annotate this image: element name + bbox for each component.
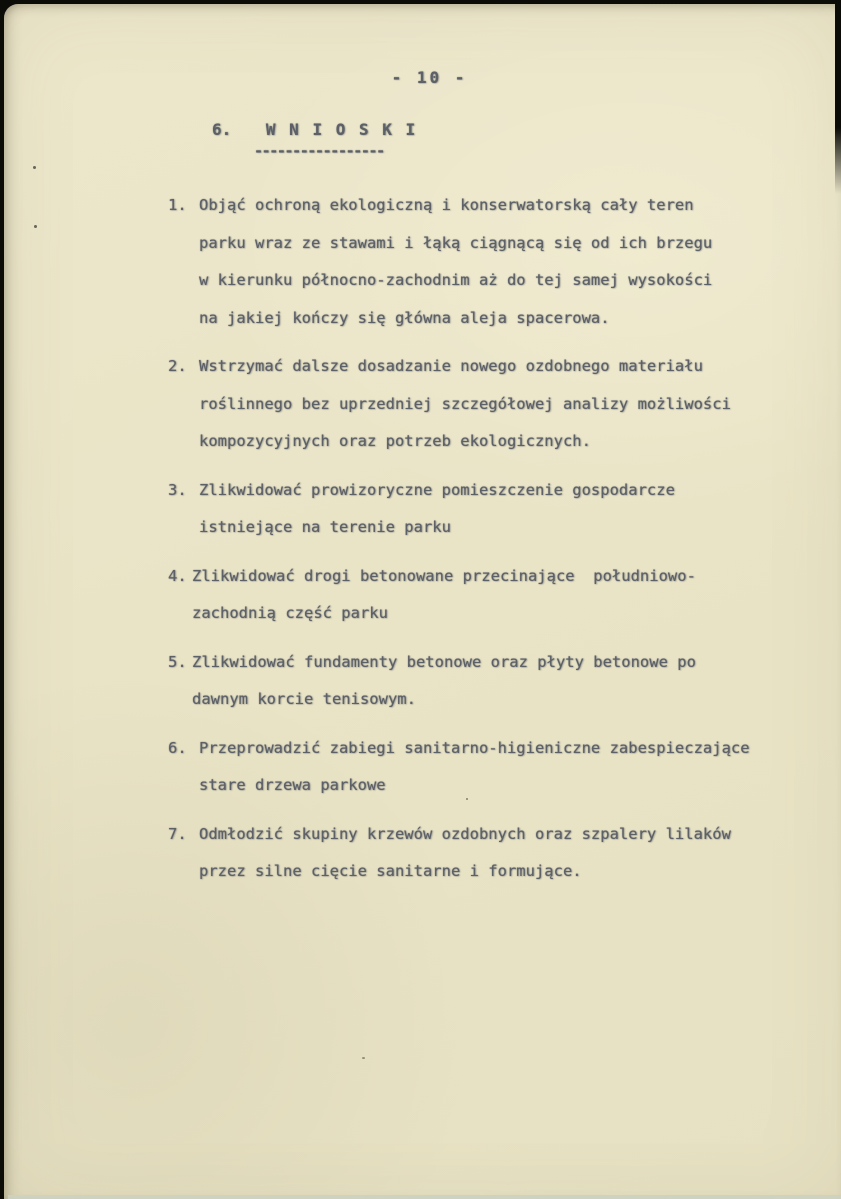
section-heading xyxy=(212,120,418,160)
list-item-number: 7. xyxy=(168,824,187,843)
list-item xyxy=(168,348,811,461)
list-item-line: parku wraz ze stawami i łąką ciągnącą się od ich brzegu xyxy=(199,233,713,252)
list-item-line: Zlikwidować prowizoryczne pomieszczenie gospodarcze xyxy=(199,480,675,499)
list-item-line: stare drzewa parkowe xyxy=(199,776,386,794)
list-item-number: 5. xyxy=(168,652,187,671)
list-item-line: zachodnią część parku xyxy=(192,604,388,622)
heading-underline: ----------------- xyxy=(254,142,384,160)
list-item-line: w kierunku północno-zachodnim aż do tej samej wysokości xyxy=(199,271,713,289)
paper-speck xyxy=(466,798,468,800)
list-item-line: przez silne cięcie sanitarne i formujące. xyxy=(199,862,582,880)
list-item xyxy=(168,730,811,805)
list-item xyxy=(168,644,811,719)
scan-edge-bottom xyxy=(8,1195,841,1199)
list-item-line: dawnym korcie tenisowym. xyxy=(192,690,416,708)
page-number: - 10 - xyxy=(391,68,468,87)
list-item-line: Objąć ochroną ekologiczną i konserwatorską cały teren xyxy=(199,196,694,214)
list-item-line: roślinnego bez uprzedniej szczegółowej analizy możliwości xyxy=(199,394,731,413)
list-item xyxy=(168,558,811,633)
list-item-number: 6. xyxy=(168,738,187,757)
scan-edge-right xyxy=(835,4,841,194)
paper-speck xyxy=(33,166,36,169)
list-item-number: 4. xyxy=(168,566,187,585)
list-item-line: kompozycyjnych oraz potrzeb ekologicznych. xyxy=(199,432,591,450)
scanned-page xyxy=(4,4,841,1199)
section-heading-title: W N I O S K I xyxy=(265,120,418,139)
list-item-line: Zlikwidować fundamenty betonowe oraz płyty betonowe po xyxy=(192,652,696,671)
list-item-line: Przeprowadzić zabiegi sanitarno-higieniczne zabespieczające xyxy=(199,738,750,757)
list-item-line: istniejące na terenie parku xyxy=(199,518,451,536)
list-item-line: Wstrzymać dalsze dosadzanie nowego ozdobnego materiału xyxy=(199,357,703,375)
list-item-number: 2. xyxy=(168,357,187,375)
section-heading-number: 6. xyxy=(212,120,232,139)
list-item xyxy=(168,472,811,547)
list-item-number: 3. xyxy=(168,480,187,499)
list-item-line: na jakiej kończy się główna aleja spacerowa. xyxy=(199,308,610,327)
paper-speck xyxy=(34,225,37,228)
list-item xyxy=(168,187,811,337)
paper-speck xyxy=(362,1057,365,1059)
list-item-line: Zlikwidować drogi betonowane przecinające południowo- xyxy=(192,566,696,585)
list-item xyxy=(168,816,811,891)
list-item-line: Odmłodzić skupiny krzewów ozdobnych oraz szpalery lilaków xyxy=(199,824,731,843)
conclusions-list xyxy=(168,187,811,902)
list-item-number: 1. xyxy=(168,196,187,214)
